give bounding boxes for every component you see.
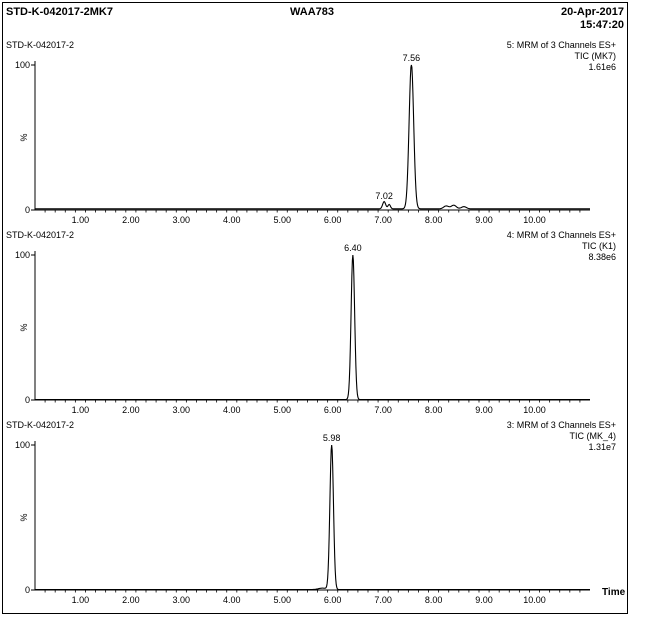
x-tick-label: 4.00 — [223, 595, 241, 605]
chromatogram-trace — [35, 255, 590, 400]
y-tick-label-bottom: 0 — [24, 585, 30, 595]
x-tick-label: 1.00 — [71, 595, 90, 605]
x-tick-label: 1.00 — [71, 215, 90, 225]
y-axis-label: % — [19, 513, 29, 522]
chromatogram-trace — [35, 65, 590, 209]
sample-id-header: STD-K-042017-2MK7 — [6, 6, 113, 18]
x-axis-label: Time — [602, 587, 626, 598]
x-tick-label: 6.00 — [323, 595, 342, 605]
peak-label: 7.02 — [375, 190, 393, 201]
y-axis-label: % — [19, 323, 29, 332]
x-tick-label: 10.00 — [523, 215, 546, 225]
date-header: 20-Apr-2017 — [561, 6, 624, 18]
panel-trace-label: TIC (MK7) — [574, 51, 616, 61]
chromatogram-panel-3 — [6, 420, 626, 605]
chromatogram-trace — [35, 445, 590, 590]
chromatogram-panel-2 — [6, 230, 616, 415]
y-tick-label-bottom: 0 — [24, 205, 30, 215]
panel-intensity-label: 1.31e7 — [588, 442, 616, 452]
x-tick-label: 9.00 — [475, 215, 493, 225]
y-tick-label-bottom: 0 — [24, 395, 30, 405]
x-tick-label: 4.00 — [223, 405, 241, 415]
x-tick-label: 3.00 — [172, 595, 191, 605]
panel-function-label: 5: MRM of 3 Channels ES+ — [506, 40, 616, 50]
x-tick-label: 10.00 — [523, 405, 546, 415]
instrument-header: WAA783 — [290, 6, 335, 18]
y-tick-label-top: 100 — [14, 60, 30, 70]
panel-trace-label: TIC (K1) — [581, 241, 616, 251]
x-tick-label: 7.00 — [374, 595, 392, 605]
y-tick-label-top: 100 — [14, 250, 30, 260]
panel-function-label: 3: MRM of 3 Channels ES+ — [506, 420, 616, 430]
x-tick-label: 4.00 — [223, 215, 241, 225]
peak-label: 7.56 — [402, 53, 421, 63]
x-tick-label: 3.00 — [172, 405, 191, 415]
x-tick-label: 10.00 — [523, 595, 546, 605]
panel-trace-label: TIC (MK_4) — [569, 431, 616, 441]
x-tick-label: 9.00 — [475, 595, 493, 605]
panel-function-label: 4: MRM of 3 Channels ES+ — [506, 230, 616, 240]
x-tick-label: 5.00 — [273, 405, 291, 415]
panel-sample-label: STD-K-042017-2 — [6, 230, 75, 240]
x-tick-label: 2.00 — [122, 215, 140, 225]
x-tick-label: 5.00 — [273, 215, 291, 225]
chromatogram-panel-1 — [6, 40, 616, 225]
x-tick-label: 7.00 — [374, 215, 392, 225]
peak-label: 6.40 — [344, 243, 362, 253]
time-header: 15:47:20 — [579, 19, 624, 31]
x-tick-label: 6.00 — [323, 405, 342, 415]
x-tick-label: 9.00 — [475, 405, 493, 415]
panel-intensity-label: 8.38e6 — [588, 252, 616, 262]
x-tick-label: 5.00 — [273, 595, 291, 605]
x-tick-label: 8.00 — [424, 405, 443, 415]
panel-sample-label: STD-K-042017-2 — [6, 40, 75, 50]
x-tick-label: 2.00 — [122, 595, 140, 605]
x-tick-label: 3.00 — [172, 215, 191, 225]
panel-sample-label: STD-K-042017-2 — [6, 420, 75, 430]
y-tick-label-top: 100 — [14, 440, 30, 450]
x-tick-label: 6.00 — [323, 215, 342, 225]
x-tick-label: 1.00 — [71, 405, 90, 415]
x-tick-label: 7.00 — [374, 405, 392, 415]
panel-intensity-label: 1.61e6 — [588, 62, 616, 72]
peak-label: 5.98 — [322, 433, 341, 443]
x-tick-label: 8.00 — [424, 595, 443, 605]
y-axis-label: % — [19, 133, 29, 142]
x-tick-label: 8.00 — [424, 215, 443, 225]
x-tick-label: 2.00 — [122, 405, 140, 415]
